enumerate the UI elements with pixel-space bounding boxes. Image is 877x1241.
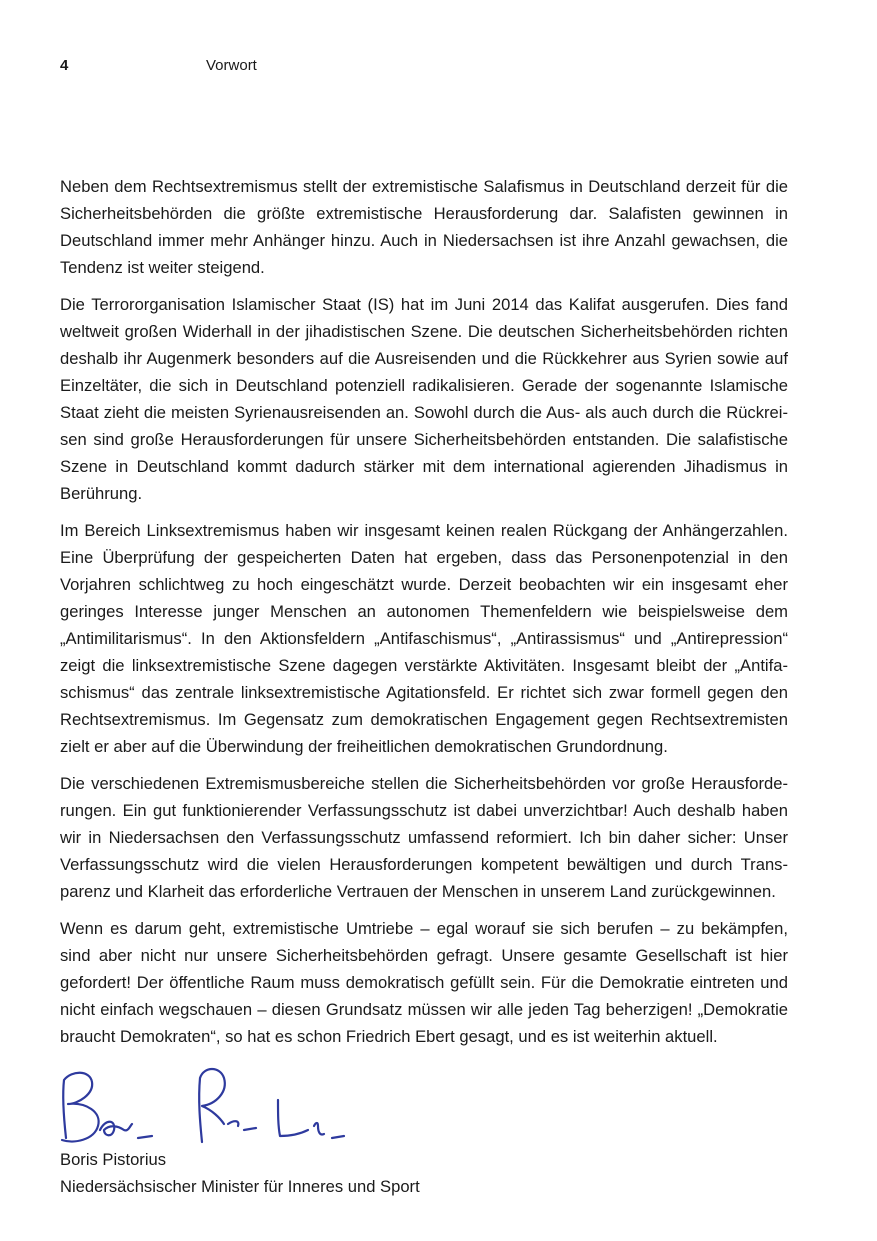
handwritten-signature — [52, 1060, 362, 1155]
foreword-body — [60, 173, 788, 1060]
paragraph-left-extremism: Im Bereich Linksextremismus haben wir insgesamt keinen realen Rückgang der Anhängerzahlen. Eine Überprüfung der gespeicherten Daten hat ergeben, dass das Personenpotenzial in den Vorjahren schlichtweg zu hoch eingeschätzt wurde. Derzeit beobachten wir ein insgesamt eher geringes Interesse junger Menschen an autonomen Themenfeldern wie beispielsweise dem „Antimilitarismus“. In den Aktionsfeldern „Antifaschismus“, „Antirassismus“ und „Antirepression“ zeigt die linksextremistische Szene dagegen verstärkte Aktivitäten. Insgesamt bleibt der „Antifaschismus“ das zentrale linksextremistische Agitationsfeld. Er richtet sich zwar formell gegen den Rechtsextremismus. Im Gegensatz zum demokratischen Engagement gegen Rechtsextremisten zielt er aber auf die Überwindung der freiheitlichen demokratischen Grundordnung. — [60, 521, 788, 756]
signer-block — [60, 1146, 420, 1200]
paragraph-islamic-state: Die Terrororganisation Islamischer Staat (IS) hat im Juni 2014 das Kalifat ausgerufen. Dies fand weltweit großen Widerhall in der jihadistischen Szene. Die deutschen Sicherheitsbehörden richten deshalb ihr Augenmerk besonders auf die Ausreisenden und die Rückkehrer aus Syrien sowie auf Einzeltäter, die sich in Deutschland potenziell radikalisieren. Gerade der sogenannte Islamische Staat zieht die meisten Syrienausreisenden an. Sowohl durch die Aus- als auch durch die Rückreisen sind große Herausforderungen für unsere Sicherheitsbehörden entstanden. Die salafistische Szene in Deutschland kommt dadurch stärker mit dem international agierenden Jihadismus in Berührung. — [60, 295, 788, 503]
paragraph-society: Wenn es darum geht, extremistische Umtriebe – egal worauf sie sich berufen – zu bekämpfen, sind aber nicht nur unsere Sicherheitsbehörden gefragt. Unsere gesamte Gesellschaft ist hier gefordert! Der öffentliche Raum muss demokratisch gefüllt sein. Für die Demokratie eintreten und nicht einfach wegschauen – diesen Grundsatz müssen wir alle jeden Tag beherzigen! „Demokratie braucht Demokraten“, so hat es schon Friedrich Ebert gesagt, und es ist weiterhin aktuell. — [60, 919, 788, 1046]
paragraph-constitution-protection: Die verschiedenen Extremismusbereiche stellen die Sicherheitsbehörden vor große Herausforderungen. Ein gut funktionierender Verfassungsschutz ist dabei unverzichtbar! Auch deshalb haben wir in Niedersachsen den Verfassungsschutz umfassend reformiert. Ich bin daher sicher: Unser Verfassungsschutz wird die vielen Herausforderungen kompetent bewältigen und durch Transparenz und Klarheit das erforderliche Vertrauen der Menschen in unserem Land zurückgewinnen. — [60, 774, 788, 901]
signer-title: Niedersächsischer Minister für Inneres und Sport — [60, 1177, 420, 1196]
page-number: 4 — [60, 57, 69, 74]
signer-name: Boris Pistorius — [60, 1150, 167, 1169]
paragraph-salafism: Neben dem Rechtsextremismus stellt der extremistische Salafismus in Deutschland derzeit für die Sicherheitsbehörden die größte extremistische Herausforderung dar. Salafisten gewinnen in Deutschland immer mehr Anhänger hinzu. Auch in Niedersachsen ist ihre Anzahl gewachsen, die Tendenz ist weiter steigend. — [60, 177, 788, 277]
section-title: Vorwort — [206, 57, 257, 74]
